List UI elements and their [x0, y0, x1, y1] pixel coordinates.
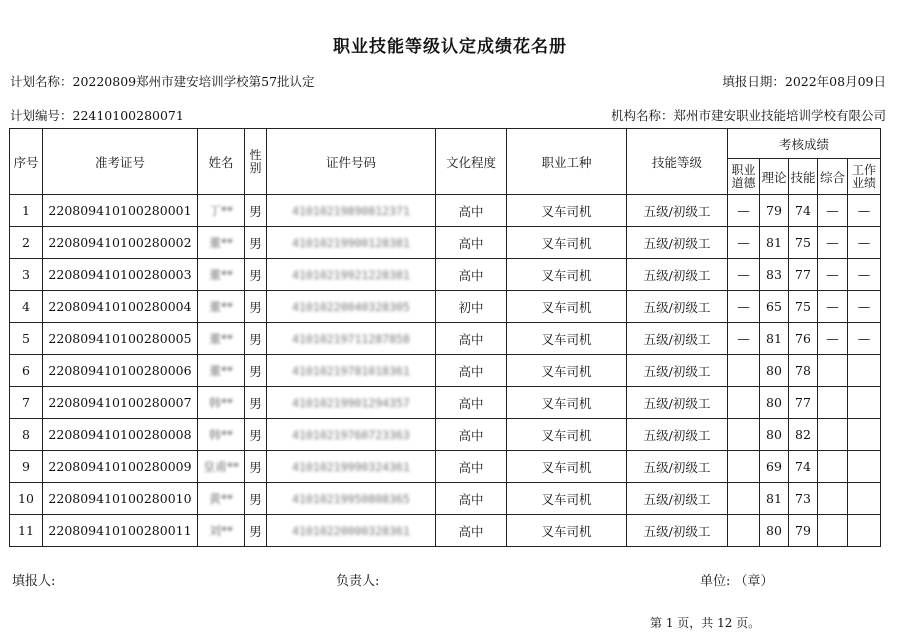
cell-theory: 79: [760, 195, 789, 227]
cell-skill-level: 五级/初级工: [627, 323, 728, 355]
fill-date: 填报日期：2022年08月09日: [722, 74, 886, 89]
cell-occupation: 叉车司机: [507, 483, 627, 515]
header-skill: 技能: [789, 159, 818, 195]
cell-occupation: 叉车司机: [507, 451, 627, 483]
cell-occupation: 叉车司机: [507, 323, 627, 355]
cell-ethics: [728, 419, 760, 451]
cell-education: 初中: [436, 291, 507, 323]
cell-skill: 74: [789, 451, 818, 483]
page-title: 职业技能等级认定成绩花名册: [333, 37, 567, 57]
cell-comprehensive: —: [818, 227, 848, 259]
table-row: [10, 483, 881, 515]
cell-seq: 4: [10, 291, 43, 323]
cell-occupation: 叉车司机: [507, 419, 627, 451]
cell-id-number-text: 41010219890812371: [292, 204, 410, 218]
cell-occupation: 叉车司机: [507, 355, 627, 387]
cell-skill-level: 五级/初级工: [627, 387, 728, 419]
cell-skill-level: 五级/初级工: [627, 451, 728, 483]
cell-seq: 5: [10, 323, 43, 355]
cell-work-performance: —: [848, 227, 881, 259]
cell-theory: 69: [760, 451, 789, 483]
cell-id-number: [267, 259, 436, 291]
cell-gender: 男: [245, 259, 267, 291]
cell-id-number: [267, 195, 436, 227]
cell-education: 高中: [436, 515, 507, 547]
cell-name-text: 皇甫**: [202, 460, 239, 474]
cell-education: 高中: [436, 355, 507, 387]
cell-skill-level: 五级/初级工: [627, 259, 728, 291]
header-id-number: 证件号码: [267, 129, 436, 195]
cell-gender: 男: [245, 451, 267, 483]
header-exam-id: 准考证号: [43, 129, 198, 195]
cell-gender: 男: [245, 387, 267, 419]
cell-gender: 男: [245, 291, 267, 323]
cell-occupation: 叉车司机: [507, 515, 627, 547]
header-comprehensive: 综合: [818, 159, 848, 195]
cell-education: 高中: [436, 323, 507, 355]
cell-skill: 78: [789, 355, 818, 387]
plan-number: 计划编号：22410100280071: [10, 108, 184, 123]
table-row: [10, 355, 881, 387]
cell-gender: 男: [245, 323, 267, 355]
cell-gender: 男: [245, 483, 267, 515]
table-row: [10, 419, 881, 451]
cell-work-performance: [848, 483, 881, 515]
table-row: [10, 195, 881, 227]
cell-id-number: [267, 227, 436, 259]
cell-exam-id: 220809410100280009: [43, 451, 198, 483]
cell-skill: 75: [789, 291, 818, 323]
cell-id-number: [267, 291, 436, 323]
cell-name-text: 董**: [208, 268, 233, 282]
cell-exam-id: 220809410100280006: [43, 355, 198, 387]
cell-id-number-text: 41010219900128381: [292, 236, 410, 250]
cell-id-number-text: 41010220040328305: [292, 300, 410, 314]
cell-exam-id: 220809410100280010: [43, 483, 198, 515]
cell-name: [198, 355, 245, 387]
cell-work-performance: [848, 419, 881, 451]
cell-exam-id: 220809410100280011: [43, 515, 198, 547]
cell-skill: 73: [789, 483, 818, 515]
cell-occupation: 叉车司机: [507, 259, 627, 291]
cell-theory: 81: [760, 227, 789, 259]
cell-theory: 80: [760, 355, 789, 387]
cell-id-number-text: 41010219781018361: [292, 364, 410, 378]
cell-comprehensive: [818, 419, 848, 451]
cell-skill-level: 五级/初级工: [627, 483, 728, 515]
cell-work-performance: —: [848, 195, 881, 227]
cell-id-number: [267, 419, 436, 451]
cell-id-number: [267, 387, 436, 419]
cell-education: 高中: [436, 259, 507, 291]
cell-seq: 1: [10, 195, 43, 227]
cell-theory: 80: [760, 515, 789, 547]
cell-exam-id: 220809410100280007: [43, 387, 198, 419]
cell-seq: 3: [10, 259, 43, 291]
cell-gender: 男: [245, 195, 267, 227]
cell-gender: 男: [245, 419, 267, 451]
cell-comprehensive: —: [818, 195, 848, 227]
cell-id-number-text: 41010219921228381: [292, 268, 410, 282]
footer-filler: 填报人:: [12, 574, 56, 589]
cell-education: 高中: [436, 419, 507, 451]
table-row: [10, 387, 881, 419]
cell-comprehensive: —: [818, 291, 848, 323]
cell-exam-id: 220809410100280005: [43, 323, 198, 355]
footer-responsible: 负责人:: [336, 574, 380, 589]
cell-comprehensive: [818, 515, 848, 547]
cell-occupation: 叉车司机: [507, 227, 627, 259]
cell-ethics: —: [728, 259, 760, 291]
cell-work-performance: [848, 515, 881, 547]
cell-skill-level: 五级/初级工: [627, 515, 728, 547]
cell-skill-level: 五级/初级工: [627, 291, 728, 323]
cell-id-number: [267, 323, 436, 355]
cell-work-performance: —: [848, 291, 881, 323]
cell-seq: 10: [10, 483, 43, 515]
cell-name-text: 董**: [208, 300, 233, 314]
cell-skill: 74: [789, 195, 818, 227]
header-name: 姓名: [198, 129, 245, 195]
cell-theory: 80: [760, 387, 789, 419]
cell-comprehensive: —: [818, 259, 848, 291]
cell-name: [198, 451, 245, 483]
cell-exam-id: 220809410100280003: [43, 259, 198, 291]
cell-seq: 2: [10, 227, 43, 259]
header-education: 文化程度: [436, 129, 507, 195]
cell-skill: 77: [789, 259, 818, 291]
cell-name: [198, 323, 245, 355]
cell-name-text: 丁**: [208, 204, 233, 218]
header-gender: 性别: [245, 129, 267, 195]
cell-name: [198, 195, 245, 227]
cell-comprehensive: [818, 451, 848, 483]
cell-skill-level: 五级/初级工: [627, 419, 728, 451]
cell-ethics: [728, 451, 760, 483]
cell-theory: 65: [760, 291, 789, 323]
cell-theory: 81: [760, 323, 789, 355]
cell-comprehensive: [818, 387, 848, 419]
cell-name-text: 董**: [208, 364, 233, 378]
header-occupation: 职业工种: [507, 129, 627, 195]
cell-seq: 7: [10, 387, 43, 419]
cell-name-text: 黄**: [208, 492, 233, 506]
cell-id-number-text: 41010220000328361: [292, 524, 410, 538]
cell-occupation: 叉车司机: [507, 387, 627, 419]
org-name: 机构名称：郑州市建安职业技能培训学校有限公司: [610, 108, 886, 123]
cell-id-number-text: 41010219760723363: [292, 428, 410, 442]
cell-ethics: —: [728, 227, 760, 259]
cell-name: [198, 419, 245, 451]
table-row: [10, 451, 881, 483]
cell-education: 高中: [436, 195, 507, 227]
cell-work-performance: [848, 355, 881, 387]
table-row: [10, 291, 881, 323]
cell-exam-id: 220809410100280008: [43, 419, 198, 451]
cell-name-text: 韩**: [208, 396, 233, 410]
table-row: [10, 259, 881, 291]
table-body: [10, 195, 881, 547]
cell-name-text: 韩**: [208, 428, 233, 442]
cell-seq: 8: [10, 419, 43, 451]
table-row: [10, 323, 881, 355]
table-row: [10, 515, 881, 547]
cell-id-number-text: 41010219990324361: [292, 460, 410, 474]
cell-work-performance: [848, 451, 881, 483]
cell-skill: 82: [789, 419, 818, 451]
cell-education: 高中: [436, 227, 507, 259]
cell-comprehensive: [818, 355, 848, 387]
cell-gender: 男: [245, 515, 267, 547]
cell-name-text: 刘**: [208, 524, 233, 538]
cell-work-performance: —: [848, 259, 881, 291]
cell-skill-level: 五级/初级工: [627, 195, 728, 227]
cell-id-number: [267, 515, 436, 547]
header-scores: 考核成绩: [728, 129, 881, 159]
cell-education: 高中: [436, 483, 507, 515]
cell-name: [198, 515, 245, 547]
cell-seq: 9: [10, 451, 43, 483]
cell-ethics: [728, 355, 760, 387]
cell-occupation: 叉车司机: [507, 195, 627, 227]
cell-name: [198, 483, 245, 515]
cell-id-number-text: 41010219950808365: [292, 492, 410, 506]
cell-name: [198, 387, 245, 419]
cell-gender: 男: [245, 227, 267, 259]
cell-work-performance: [848, 387, 881, 419]
header-seq: 序号: [10, 129, 43, 195]
cell-id-number-text: 41010219901294357: [292, 396, 410, 410]
cell-education: 高中: [436, 387, 507, 419]
cell-id-number: [267, 355, 436, 387]
cell-comprehensive: —: [818, 323, 848, 355]
cell-skill: 79: [789, 515, 818, 547]
cell-exam-id: 220809410100280002: [43, 227, 198, 259]
cell-name: [198, 259, 245, 291]
cell-id-number: [267, 451, 436, 483]
cell-id-number-text: 41010219711287858: [292, 332, 410, 346]
header-work-performance: 工作业绩: [848, 159, 881, 195]
cell-theory: 80: [760, 419, 789, 451]
cell-exam-id: 220809410100280001: [43, 195, 198, 227]
cell-ethics: [728, 483, 760, 515]
cell-name-text: 董**: [208, 332, 233, 346]
cell-ethics: —: [728, 291, 760, 323]
score-table: [9, 128, 881, 547]
cell-education: 高中: [436, 451, 507, 483]
table-row: [10, 227, 881, 259]
cell-name-text: 董**: [208, 236, 233, 250]
cell-skill-level: 五级/初级工: [627, 355, 728, 387]
cell-skill: 76: [789, 323, 818, 355]
cell-ethics: —: [728, 323, 760, 355]
cell-ethics: —: [728, 195, 760, 227]
cell-name: [198, 227, 245, 259]
cell-theory: 83: [760, 259, 789, 291]
cell-exam-id: 220809410100280004: [43, 291, 198, 323]
header-ethics: 职业道德: [728, 159, 760, 195]
cell-work-performance: —: [848, 323, 881, 355]
cell-ethics: [728, 387, 760, 419]
cell-skill: 75: [789, 227, 818, 259]
footer-unit: 单位: （章）: [700, 574, 774, 589]
cell-id-number: [267, 483, 436, 515]
plan-name: 计划名称：20220809郑州市建安培训学校第57批认定: [10, 74, 315, 89]
cell-seq: 11: [10, 515, 43, 547]
cell-skill: 77: [789, 387, 818, 419]
cell-gender: 男: [245, 355, 267, 387]
cell-occupation: 叉车司机: [507, 291, 627, 323]
cell-ethics: [728, 515, 760, 547]
header-theory: 理论: [760, 159, 789, 195]
cell-skill-level: 五级/初级工: [627, 227, 728, 259]
cell-name: [198, 291, 245, 323]
page-info: 第 1 页，共 12 页。: [650, 616, 761, 630]
cell-seq: 6: [10, 355, 43, 387]
cell-comprehensive: [818, 483, 848, 515]
cell-theory: 81: [760, 483, 789, 515]
header-skill-level: 技能等级: [627, 129, 728, 195]
